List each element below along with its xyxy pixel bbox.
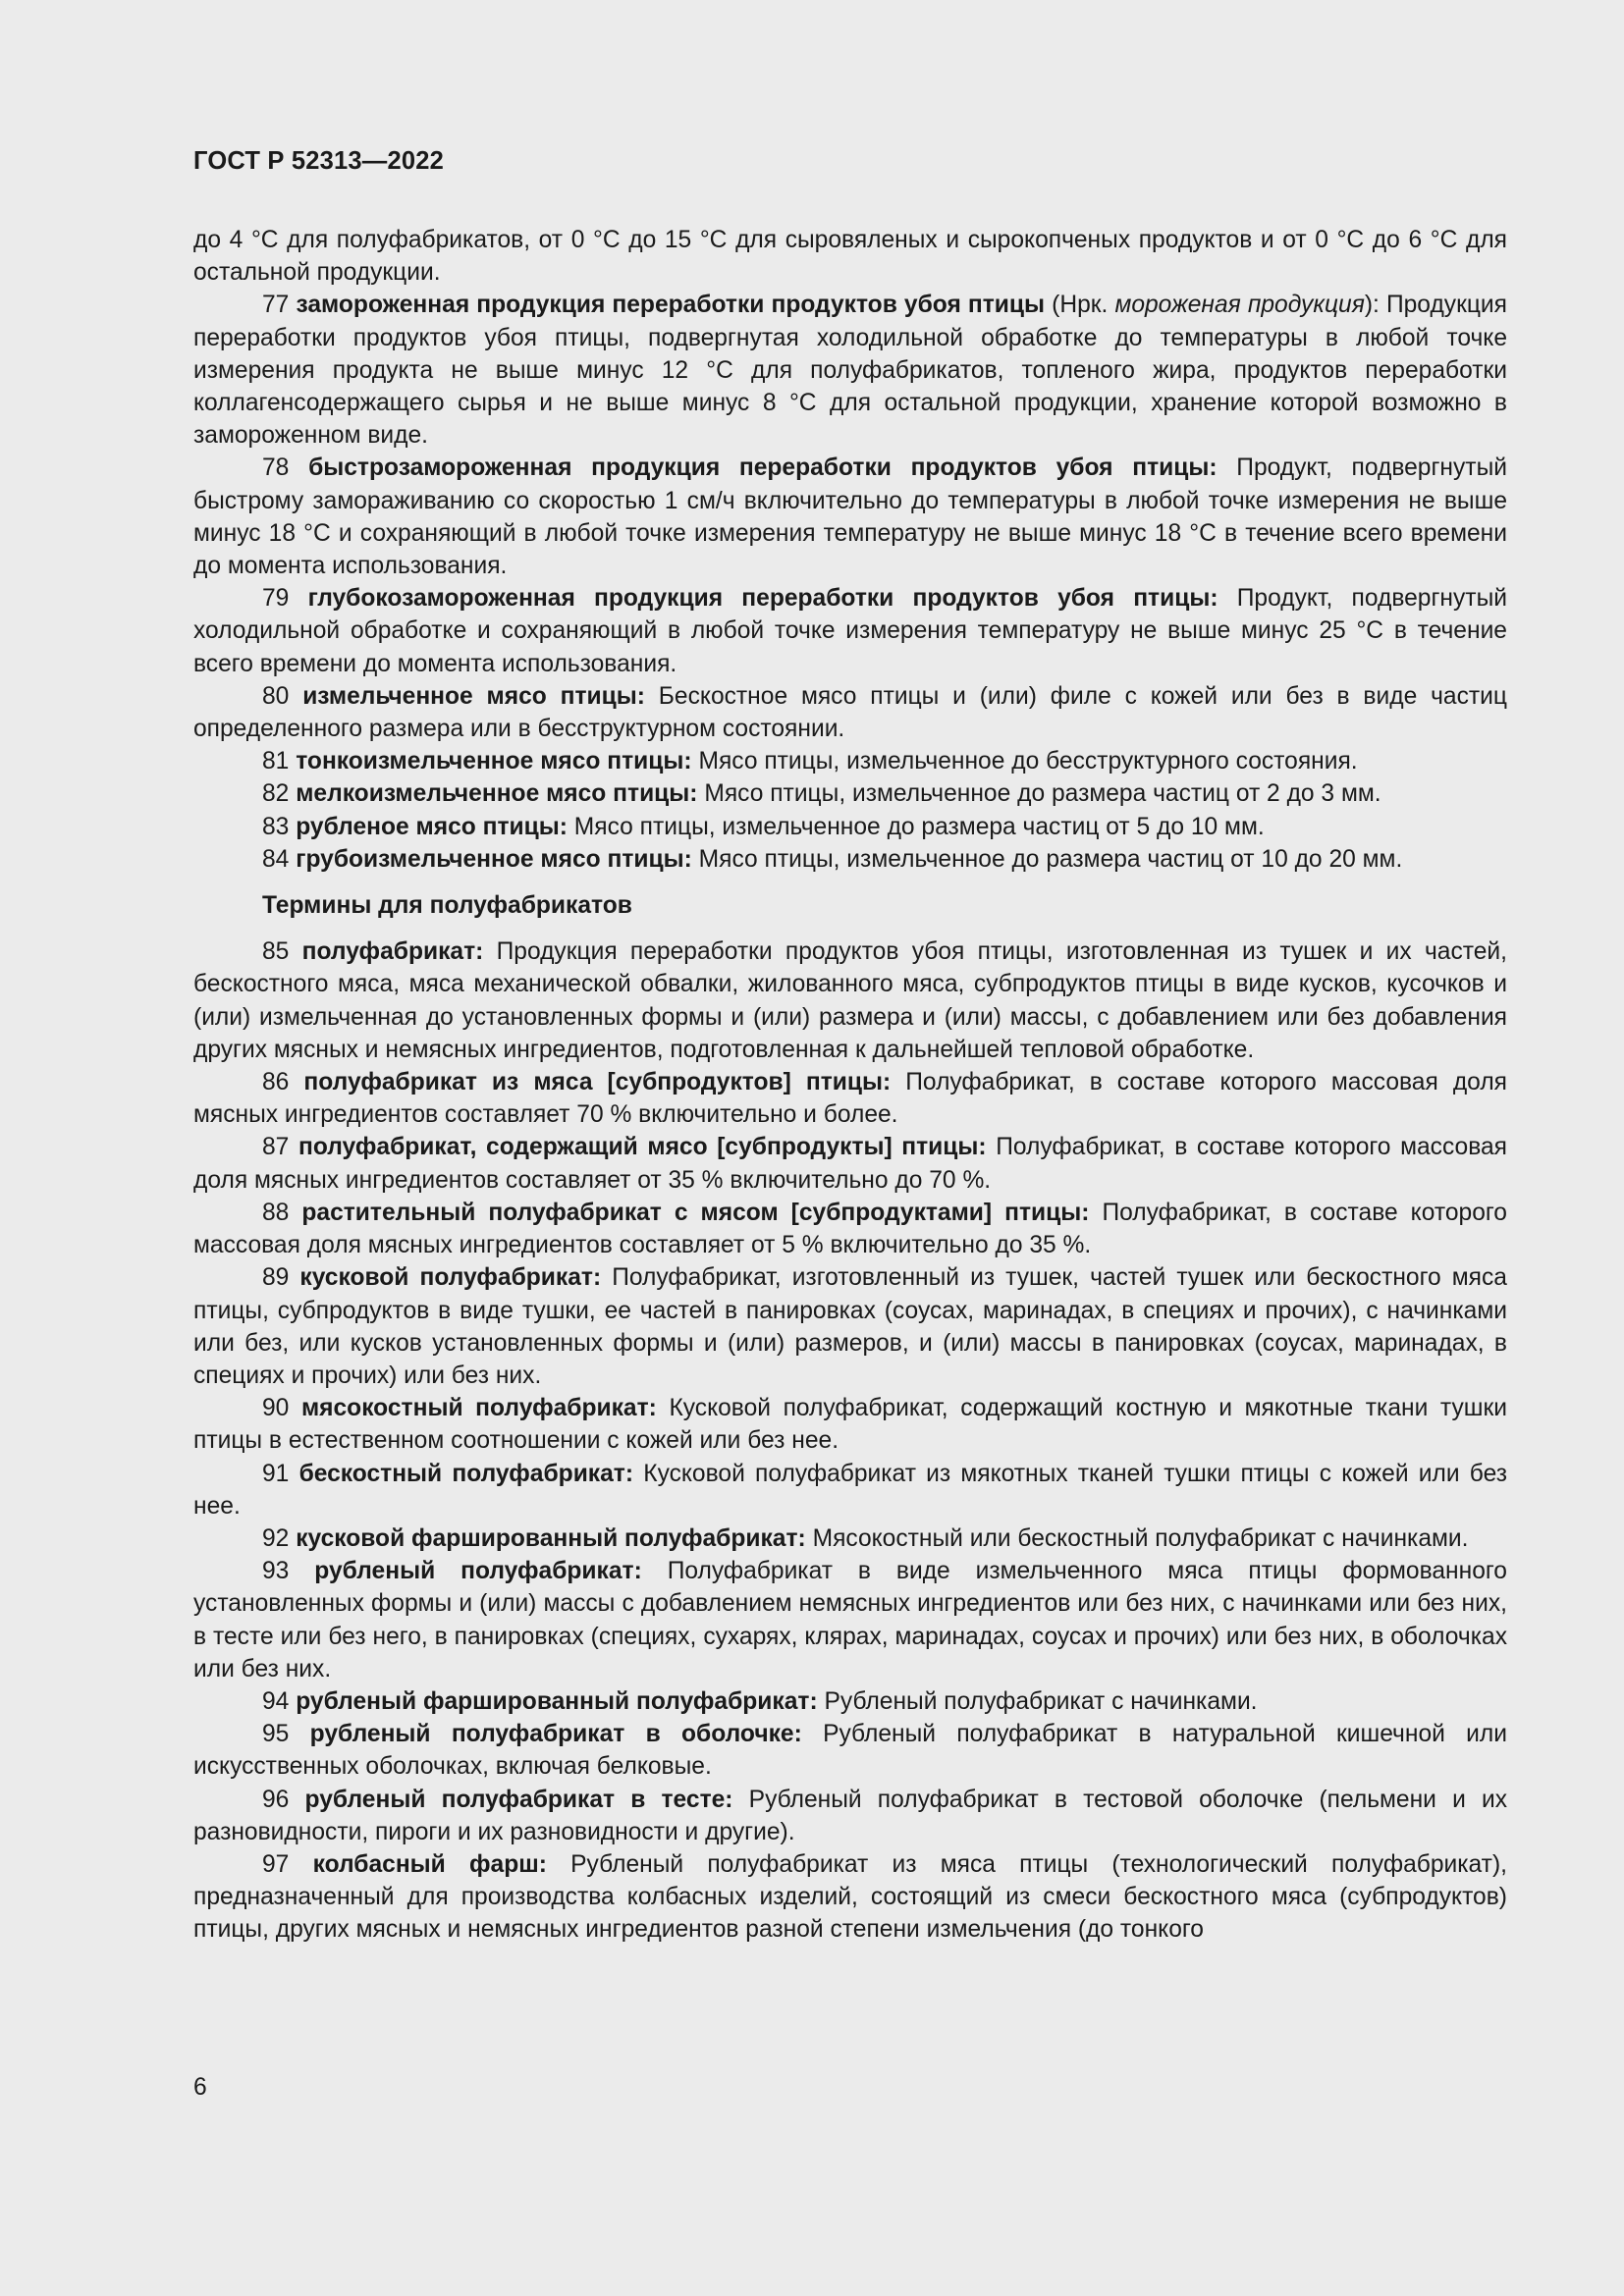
term-90 [193, 1392, 1507, 1457]
term-definition: Полуфабрикат в виде измельченного мяса птицы формованного установленных формы и (или) массы с добавлением немясных ингредиентов или без них, с начинками или без них, в тесте или без него, в панировках (специях, сухарях, клярах, маринадах, соусах и прочих) или без них, в оболочках или без них. [193, 1558, 1507, 1682]
term-94 [193, 1685, 1507, 1718]
term-97 [193, 1848, 1507, 1947]
term-number: 85 [262, 938, 290, 966]
term-number: 97 [262, 1850, 290, 1878]
term-name: тонкоизмельченное мясо птицы: [296, 748, 692, 775]
term-name: бескостный полуфабрикат: [298, 1460, 634, 1487]
page-number: 6 [193, 2074, 207, 2101]
term-definition: Рубленый полуфабрикат в натуральной кишечной или искусственных оболочках, включая белковые. [193, 1721, 1507, 1781]
term-number: 90 [262, 1395, 290, 1422]
term-91 [193, 1458, 1507, 1522]
term-definition: Мясо птицы, измельченное до бесструктурного состояния. [698, 748, 1358, 775]
term-86 [193, 1066, 1507, 1131]
term-78 [193, 452, 1507, 582]
term-name: мясокостный полуфабрикат: [300, 1395, 657, 1422]
term-number: 82 [262, 780, 290, 808]
term-definition: Продукт, подвергнутый быстрому замораживанию со скоростью 1 см/ч включительно до температуры в любой точке измерения не выше минус 18 °С и сохраняющий в любой точке измерения температуру не выше минус 18 °С в течение всего времени до момента использования. [193, 454, 1507, 580]
term-number: 78 [262, 454, 290, 482]
term-definition: Мясо птицы, измельченное до размера частиц от 2 до 3 мм. [704, 780, 1381, 808]
term-name: рубленый фаршированный полуфабрикат: [296, 1687, 818, 1715]
term-name: измельченное мясо птицы: [302, 682, 645, 710]
term-definition: Кусковой полуфабрикат, содержащий костную и мякотные ткани тушки птицы в естественном соотношении с кожей или без нее. [193, 1395, 1507, 1455]
term-name: полуфабрикат, содержащий мясо [субпродукты] птицы: [298, 1134, 987, 1161]
term-definition: Полуфабрикат, в составе которого массовая доля мясных ингредиентов составляет от 35 % включительно до 70 %. [193, 1134, 1507, 1194]
document-body [193, 224, 1507, 1947]
term-name: полуфабрикат из мяса [субпродуктов] птицы: [303, 1069, 892, 1096]
term-number: 87 [262, 1134, 290, 1161]
paragraph-continuation: до 4 °С для полуфабрикатов, от 0 °С до 15 °С для сыровяленых и сырокопченых продуктов и от 0 °С до 6 °С для остальной продукции. [193, 227, 1507, 287]
term-definition: Рубленый полуфабрикат с начинками. [824, 1687, 1258, 1715]
term-name: рубленый полуфабрикат: [314, 1558, 642, 1585]
term-definition: Рубленый полуфабрикат из мяса птицы (технологический полуфабрикат), предназначенный для производства колбасных изделий, состоящий из смеси бескостного мяса (субпродуктов) птицы, других мясных и немясных ингредиентов разной степени измельчения (до тонкого [193, 1850, 1507, 1944]
term-number: 94 [262, 1687, 290, 1715]
term-88 [193, 1197, 1507, 1261]
section-title: Термины для полуфабрикатов [262, 892, 632, 920]
term-definition: Кусковой полуфабрикат из мякотных тканей тушки птицы с кожей или без нее. [193, 1460, 1507, 1520]
term-name: быстрозамороженная продукция переработки продуктов убоя птицы: [308, 454, 1218, 482]
term-name: растительный полуфабрикат с мясом [субпродуктами] птицы: [301, 1199, 1090, 1226]
term-name: грубоизмельченное мясо птицы: [296, 845, 692, 873]
term-92 [193, 1522, 1507, 1555]
term-number: 91 [262, 1460, 290, 1487]
term-93 [193, 1555, 1507, 1685]
term-definition: Мясокостный или бескостный полуфабрикат с начинками. [812, 1524, 1469, 1552]
term-95 [193, 1718, 1507, 1783]
document-header: ГОСТ Р 52313—2022 [193, 147, 445, 175]
term-definition: Полуфабрикат, в составе которого массовая доля мясных ингредиентов составляет от 5 % включительно до 35 %. [193, 1199, 1507, 1259]
term-84 [193, 843, 1507, 876]
term-79 [193, 582, 1507, 680]
term-definition: Мясо птицы, измельченное до размера частиц от 10 до 20 мм. [698, 845, 1403, 873]
term-name: глубокозамороженная продукция переработки продуктов убоя птицы: [307, 585, 1218, 613]
term-number: 93 [262, 1558, 290, 1585]
term-name: колбасный фарш: [312, 1850, 547, 1878]
term-81 [193, 745, 1507, 777]
term-definition: Рубленый полуфабрикат в тестовой оболочке (пельмени и их разновидности, пироги и их разновидности и другие). [193, 1786, 1507, 1845]
term-name: кусковой полуфабрикат: [299, 1264, 602, 1292]
term-name: рубленый полуфабрикат в тесте: [304, 1786, 733, 1813]
term-note-deprecated: мороженая продукция [1114, 292, 1365, 319]
term-definition: Продукция переработки продуктов убоя птицы, изготовленная из тушек и их частей, бескостного мяса, мяса механической обвалки, жилованного мяса, субпродуктов птицы в виде кусков, кусочков и (или) измельченная до установленных формы и (или) размера и (или) массы, с добавлением или без добавления других мясных и немясных ингредиентов, подготовленная к дальнейшей тепловой обработке. [193, 938, 1507, 1063]
term-name: кусковой фаршированный полуфабрикат: [296, 1524, 806, 1552]
term-number: 96 [262, 1786, 290, 1813]
term-number: 84 [262, 845, 290, 873]
term-number: 89 [262, 1264, 290, 1292]
term-name: мелкоизмельченное мясо птицы: [296, 780, 698, 808]
term-name: замороженная продукция переработки продуктов убоя птицы [296, 292, 1046, 319]
term-definition: Полуфабрикат, изготовленный из тушек, частей тушек или бескостного мяса птицы, субпродуктов в виде тушки, ее частей в панировках (соусах, маринадах, в специях и прочих), с начинками или без, или кусков установленных формы и (или) размеров, и (или) массы в панировках (соусах, маринадах, в специях и прочих) или без них. [193, 1264, 1507, 1389]
term-number: 80 [262, 682, 290, 710]
term-85 [193, 935, 1507, 1066]
term-definition: Бескостное мясо птицы и (или) филе с кожей или без в виде частиц определенного размера или в бесструктурном состоянии. [193, 682, 1507, 743]
term-number: 79 [262, 585, 290, 613]
term-number: 92 [262, 1524, 290, 1552]
term-77 [193, 289, 1507, 452]
term-number: 83 [262, 813, 290, 840]
term-number: 77 [262, 292, 290, 319]
term-number: 88 [262, 1199, 290, 1226]
term-definition: Полуфабрикат, в составе которого массовая доля мясных ингредиентов составляет 70 % включительно и более. [193, 1069, 1507, 1129]
term-definition: Продукт, подвергнутый холодильной обработке и сохраняющий в любой точке измерения температуру не выше минус 25 °С в течение всего времени до момента использования. [193, 585, 1507, 677]
term-number: 86 [262, 1069, 290, 1096]
term-name: полуфабрикат: [301, 938, 484, 966]
term-definition: Мясо птицы, измельченное до размера частиц от 5 до 10 мм. [573, 813, 1265, 840]
term-name: рубленый полуфабрикат в оболочке: [309, 1721, 802, 1748]
term-96 [193, 1784, 1507, 1848]
term-82 [193, 777, 1507, 810]
term-80 [193, 680, 1507, 745]
term-number: 81 [262, 748, 290, 775]
term-definition: ): Продукция переработки продуктов убоя птицы, подвергнутая холодильной обработке до температуры в любой точке измерения продукта не выше минус 12 °С для полуфабрикатов, топленого жира, продуктов переработки коллагенсодержащего сырья и не выше минус 8 °С для остальной продукции, хранение которой возможно в замороженном виде. [193, 292, 1507, 450]
term-83 [193, 811, 1507, 843]
term-name: рубленое мясо птицы: [296, 813, 568, 840]
term-87 [193, 1131, 1507, 1196]
term-note-prefix: (Нрк. [1052, 292, 1109, 319]
term-number: 95 [262, 1721, 290, 1748]
term-89 [193, 1261, 1507, 1392]
